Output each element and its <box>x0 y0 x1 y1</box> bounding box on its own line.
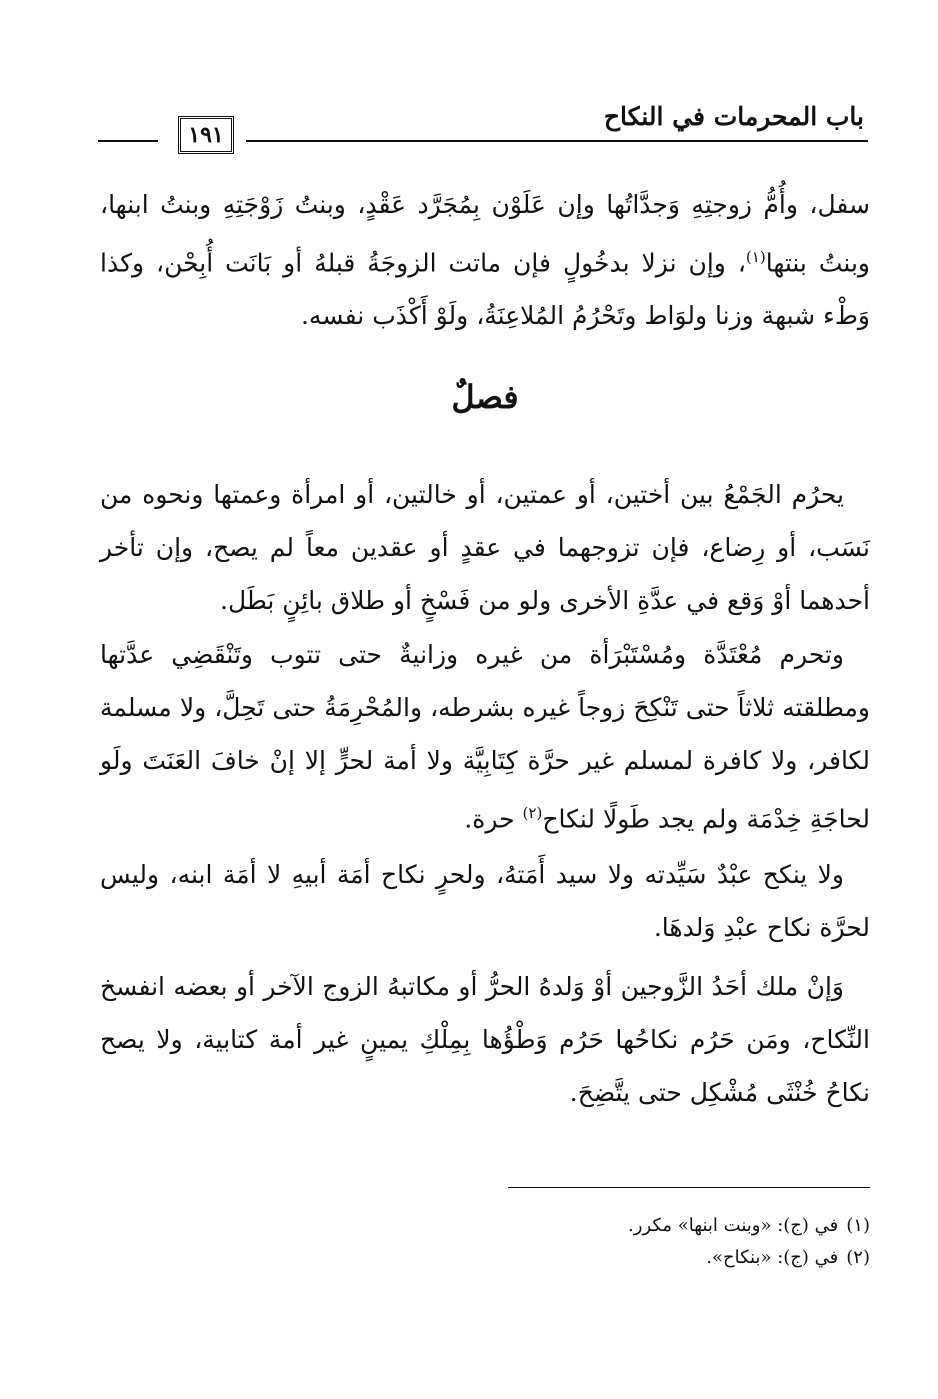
paragraph-2: يحرُم الجَمْعُ بين أختين، أو عمتين، أو خالتين، أو امرأة وعمتها ونحوه من نَسَب، أو رِضاع، فإن تزوجهما في عقدٍ أو عقدين معاً لم يصح، وإن تأخر أحدهما أوْ وَقع في عدَّةِ الأخرى ولو من فَسْخٍ أو طلاق بائِنٍ بَطَل. <box>100 480 870 615</box>
header-rule-short <box>98 140 158 142</box>
paragraph-3-text-b: حرة. <box>464 804 523 834</box>
header-rule <box>246 140 868 142</box>
paragraph-3 <box>100 628 870 845</box>
paragraph-1-text-b: ، وإن نزلا بدخُولٍ فإن ماتت الزوجَةُ قبلهُ أو بَانَت أُبِحْن، وكذا وَطْء شبهة وزنا ولوَاط وتَحْرُمُ المُلاعِنَةُ، ولَوْ أَكْذَب نفسه. <box>100 248 870 331</box>
paragraph-1-text-a: سفل، وأُمُّ زوجتِهِ وَجدَّاتُها وإن عَلَوْن بِمُجَرَّد عَقْدٍ، وبنتُ زَوْجَتِهِ وبنتُ ابنها، وبنتُ بنتها <box>100 190 870 278</box>
chapter-title: باب المحرمات في النكاح <box>603 102 864 131</box>
paragraph-5: وَإنْ ملك أحَدُ الزَّوجين أوْ وَلدهُ الحرُّ أو مكاتبهُ الزوج الآخر أو بعضه انفسخ النِّكاح، ومَن حَرُم نكاحُها حَرُم وَطْؤُها بِمِلْكِ يمينٍ غير أمة كتابية، ولا يصح نكاحُ خُنْثَى مُشْكِل حتى يتَّضِحَ. <box>100 972 870 1107</box>
footnote-1-number: (١) <box>846 1215 870 1236</box>
page-header <box>98 98 868 158</box>
footnote-2-number: (٢) <box>846 1247 870 1268</box>
footnote-1-text: في (ج): «وبنت ابنها» مكرر. <box>628 1215 839 1236</box>
footnotes <box>100 1210 870 1274</box>
footnote-ref-2: (٢) <box>522 804 543 822</box>
section-heading: فصلٌ <box>451 378 519 416</box>
paragraph-1 <box>100 178 870 342</box>
paragraph-3-text-a: وتحرم مُعْتَدَّة ومُسْتَبْرَأة من غيره وزانيةٌ حتى تتوب وتَنْقَضِي عدَّتها ومطلقته ثلاثاً حتى تَنْكِحَ زوجاً غيره بشرطه، والمُحْرِمَةُ حتى تَحِلَّ، ولا مسلمة لكافر، ولا كافرة لمسلم غير حرَّة كِتَابِيَّة ولا أمة لحرٍّ إلا إنْ خافَ العَنَتَ ولَو لحاجَةِ خِدْمَة ولم يجد طَولًا لنكاح <box>100 640 870 834</box>
paragraph-4: ولا ينكح عبْدٌ سَيِّدته ولا سيد أَمَتهُ، ولحرٍ نكاح أمَة أبيهِ لا أمَة ابنه، وليس لحرَّة نكاح عبْدِ وَلدهَا. <box>100 860 870 942</box>
footnote-2-text: في (ج): «بنكاح». <box>706 1247 839 1268</box>
page-number: ١٩١ <box>178 116 234 154</box>
footnote-ref-1: (١) <box>745 248 766 266</box>
footnote-1 <box>100 1210 870 1242</box>
footnote-2 <box>100 1242 870 1274</box>
footnote-divider <box>508 1187 870 1188</box>
